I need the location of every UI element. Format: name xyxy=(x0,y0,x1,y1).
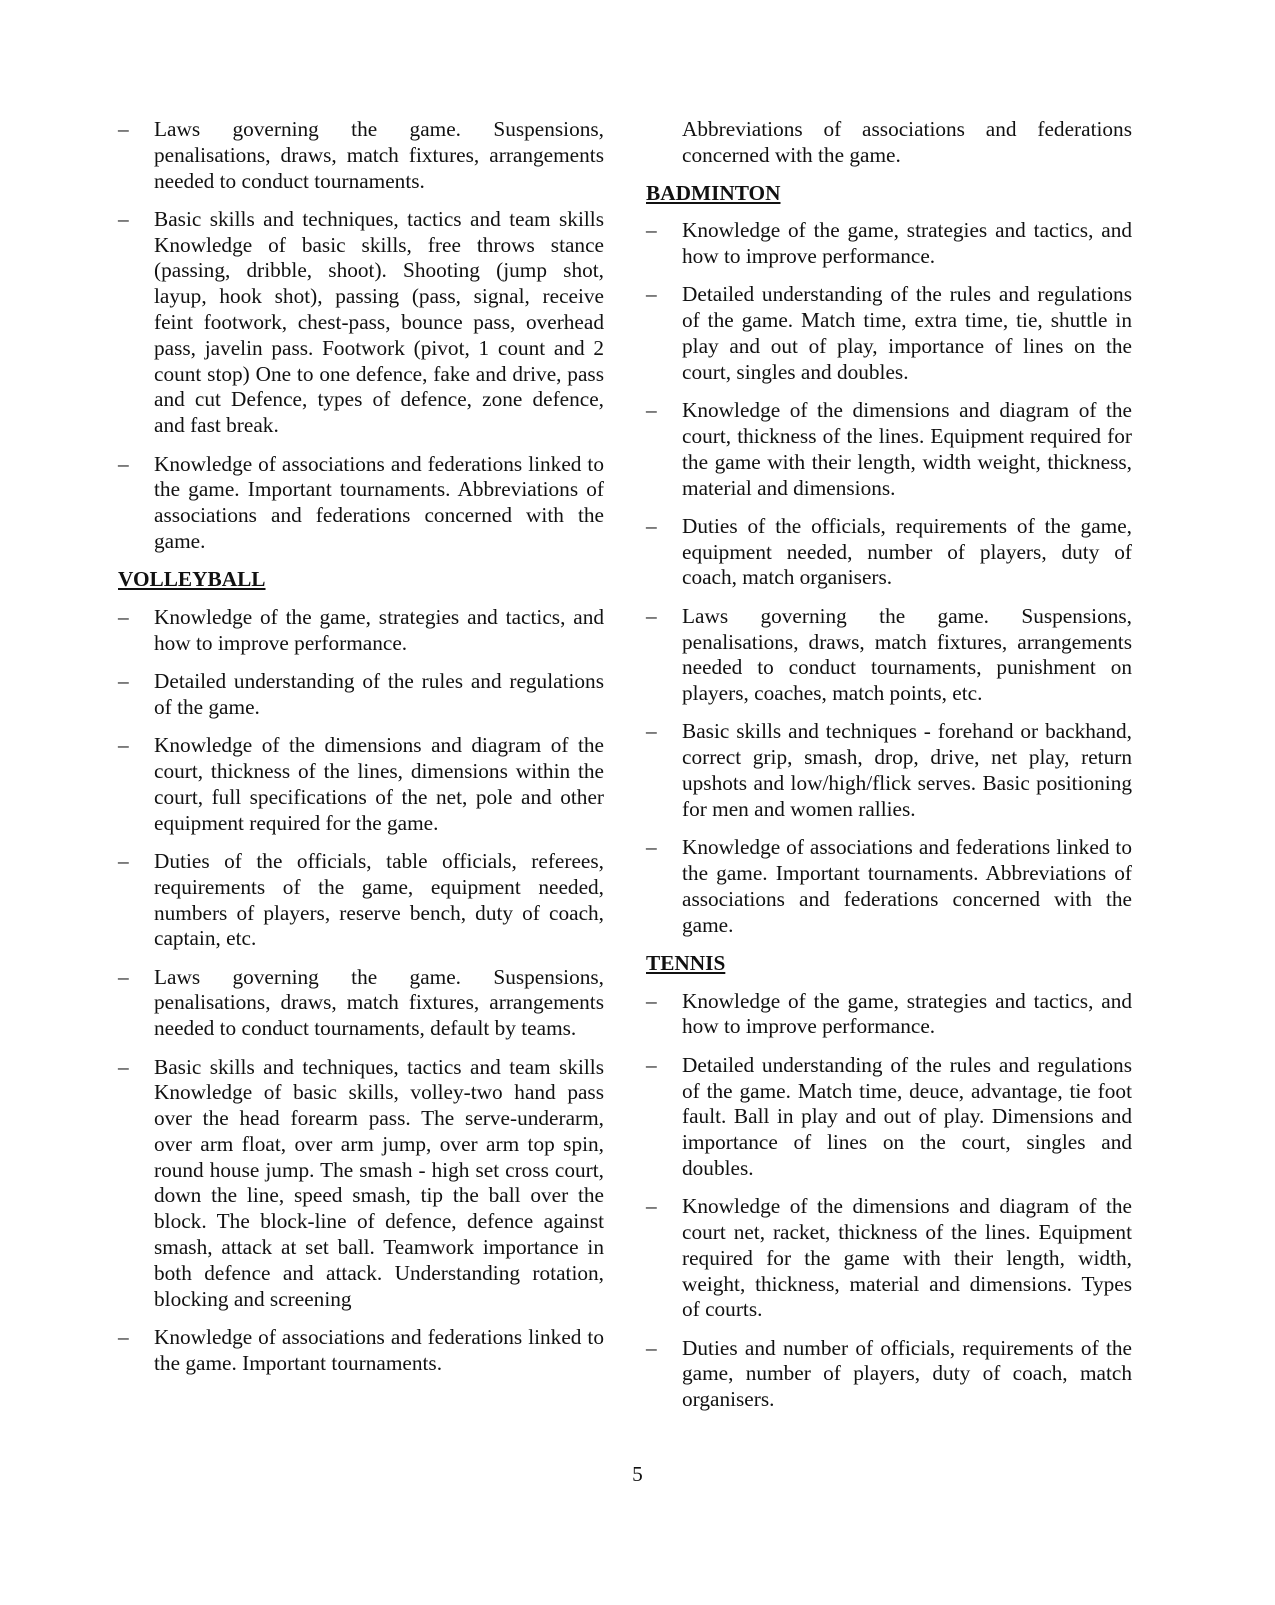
list-item: – Basic skills and techniques - forehand or backhand, correct grip, smash, drop, drive, net play, return upshots and low/high/flick serves. Basic positioning for men and women rallies. xyxy=(646,719,1132,821)
dash-bullet: – xyxy=(646,282,657,307)
section-heading-tennis: TENNIS xyxy=(646,950,726,975)
dash-bullet: – xyxy=(646,835,657,860)
dash-bullet: – xyxy=(118,117,129,141)
list-item: – Knowledge of the game, strategies and tactics, and how to improve performance. xyxy=(646,218,1132,269)
dash-bullet: – xyxy=(646,218,657,243)
dash-bullet: – xyxy=(646,1335,657,1360)
continued-text: Abbreviations of associations and federations concerned with the game. xyxy=(682,117,1132,167)
list-item: – Duties of the officials, requirements of the game, equipment needed, number of players, duty of coach, match organisers. xyxy=(646,513,1132,590)
list-item: – Laws governing the game. Suspensions, penalisations, draws, match fixtures, arrangements needed to conduct tournaments, punishment on players, coaches, match points, etc. xyxy=(646,603,1132,706)
dash-bullet: – xyxy=(118,669,129,694)
dash-bullet: – xyxy=(646,603,657,628)
list-item: – Knowledge of the dimensions and diagram of the court, thickness of the lines. Equipment required for the game with their length, width weight, thickness, material and dimensions. xyxy=(646,398,1132,500)
section-heading-volleyball: VOLLEYBALL xyxy=(118,567,266,592)
dash-bullet: – xyxy=(646,398,657,423)
dash-bullet: – xyxy=(118,605,129,630)
dash-bullet: – xyxy=(118,206,129,231)
list-item: – Knowledge of associations and federations linked to the game. Important tournaments. Abbreviations of associations and federations concerned with the game. xyxy=(646,835,1132,937)
right-column xyxy=(646,117,1132,1426)
dash-bullet: – xyxy=(118,451,129,476)
list-item: – Basic skills and techniques, tactics and team skills Knowledge of basic skills, volley-two hand pass over the head forearm pass. The serve-underarm, over arm float, over arm jump, over arm top spin, round house jump. The smash - high set cross court, down the line, speed smash, tip the ball over the block. The block-line of defence, defence against smash, attack at set ball. Teamwork importance in both defence and attack. Understanding rotation, blocking and screening xyxy=(118,1054,604,1311)
list-item: – Detailed understanding of the rules and regulations of the game. Match time, deuce, advantage, tie foot fault. Ball in play and out of play. Dimensions and importance of lines on the court, singles and doubles. xyxy=(646,1052,1132,1180)
dash-bullet: – xyxy=(646,719,657,744)
page-number: 5 xyxy=(632,1462,643,1486)
dash-bullet: – xyxy=(118,848,129,873)
dash-bullet: – xyxy=(646,988,657,1013)
dash-bullet: – xyxy=(118,964,129,989)
section-heading-badminton: BADMINTON xyxy=(646,180,781,205)
dash-bullet: – xyxy=(646,1194,657,1219)
list-item: – Basic skills and techniques, tactics and team skills Knowledge of basic skills, free throws stance (passing, dribble, shoot). Shooting (jump shot, layup, hook shot), passing (pass, signal, receive feint footwork, chest-pass, bounce pass, overhead pass, javelin pass. Footwork (pivot, 1 count and 2 count stop) One to one defence, fake and drive, pass and cut Defence, types of defence, zone defence, and fast break. xyxy=(118,206,604,438)
dash-bullet: – xyxy=(118,1324,129,1349)
list-item: – Knowledge of the game, strategies and tactics, and how to improve performance. xyxy=(646,988,1132,1039)
list-item: – Knowledge of the dimensions and diagram of the court net, racket, thickness of the lines. Equipment required for the game with their length, width, weight, thickness, material and dimensions. Types of courts. xyxy=(646,1194,1132,1322)
list-item: – Knowledge of the dimensions and diagram of the court, thickness of the lines, dimensions within the court, full specifications of the net, pole and other equipment required for the game. xyxy=(118,733,604,835)
dash-bullet: – xyxy=(646,513,657,538)
list-item: – Knowledge of associations and federations linked to the game. Important tournaments. xyxy=(118,1324,604,1375)
list-item: – Laws governing the game. Suspensions, penalisations, draws, match fixtures, arrangements needed to conduct tournaments. xyxy=(118,117,604,193)
dash-bullet: – xyxy=(646,1052,657,1077)
dash-bullet: – xyxy=(118,1054,129,1079)
list-item: – Knowledge of associations and federations linked to the game. Important tournaments. Abbreviations of associations and federations concerned with the game. xyxy=(118,451,604,553)
list-item: – Knowledge of the game, strategies and tactics, and how to improve performance. xyxy=(118,605,604,655)
list-item: – Duties of the officials, table officials, referees, requirements of the game, equipment needed, numbers of players, reserve bench, duty of coach, captain, etc. xyxy=(118,848,604,951)
list-item: – Duties and number of officials, requirements of the game, number of players, duty of coach, match organisers. xyxy=(646,1335,1132,1412)
left-column xyxy=(118,117,604,1389)
list-item: – Detailed understanding of the rules and regulations of the game. Match time, extra time, tie, shuttle in play and out of play, importance of lines on the court, singles and doubles. xyxy=(646,282,1132,384)
list-item: – Laws governing the game. Suspensions, penalisations, draws, match fixtures, arrangements needed to conduct tournaments, default by teams. xyxy=(118,964,604,1041)
dash-bullet: – xyxy=(118,733,129,758)
list-item: – Detailed understanding of the rules and regulations of the game. xyxy=(118,669,604,719)
